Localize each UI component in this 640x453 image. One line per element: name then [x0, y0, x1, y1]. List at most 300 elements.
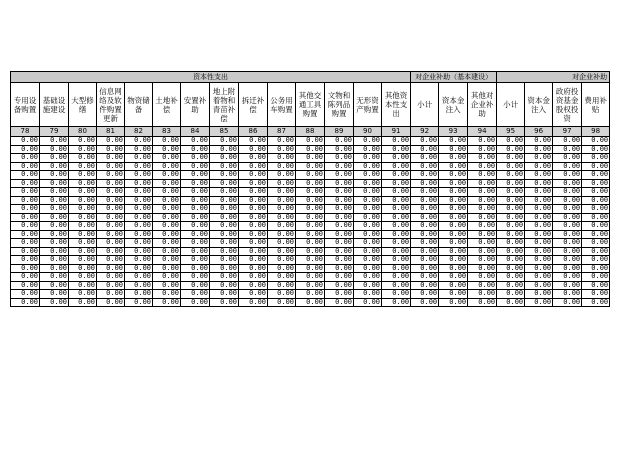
table-cell: 0.00 — [97, 281, 125, 290]
table-cell: 0.00 — [468, 264, 497, 273]
table-row — [11, 137, 610, 146]
table-cell: 0.00 — [40, 188, 69, 197]
table-cell: 0.00 — [382, 298, 411, 307]
table-cell: 0.00 — [11, 154, 40, 163]
column-header: 小计 — [411, 83, 439, 127]
table-cell: 0.00 — [181, 273, 210, 282]
column-header: 公务用车购置 — [268, 83, 296, 127]
column-number: 80 — [69, 127, 97, 137]
table-cell: 0.00 — [125, 162, 153, 171]
table-cell: 0.00 — [553, 256, 582, 265]
table-cell: 0.00 — [153, 290, 181, 299]
table-cell: 0.00 — [468, 196, 497, 205]
table-cell: 0.00 — [210, 145, 239, 154]
table-cell: 0.00 — [239, 205, 268, 214]
table-cell: 0.00 — [354, 273, 382, 282]
table-cell: 0.00 — [525, 239, 553, 248]
table-cell: 0.00 — [468, 273, 497, 282]
table-cell: 0.00 — [525, 196, 553, 205]
table-cell: 0.00 — [582, 273, 610, 282]
table-cell: 0.00 — [411, 213, 439, 222]
table-cell: 0.00 — [411, 179, 439, 188]
table-cell: 0.00 — [582, 256, 610, 265]
table-cell: 0.00 — [325, 264, 354, 273]
table-cell: 0.00 — [497, 154, 525, 163]
table-cell: 0.00 — [354, 239, 382, 248]
table-cell: 0.00 — [181, 154, 210, 163]
table-cell: 0.00 — [382, 137, 411, 146]
table-row — [11, 230, 610, 239]
table-cell: 0.00 — [40, 222, 69, 231]
table-cell: 0.00 — [210, 281, 239, 290]
column-header: 资本金注入 — [525, 83, 553, 127]
table-row — [11, 273, 610, 282]
table-cell: 0.00 — [497, 162, 525, 171]
table-cell: 0.00 — [468, 205, 497, 214]
table-cell: 0.00 — [439, 247, 468, 256]
table-cell: 0.00 — [296, 230, 325, 239]
table-cell: 0.00 — [69, 256, 97, 265]
table-cell: 0.00 — [125, 171, 153, 180]
table-cell: 0.00 — [553, 196, 582, 205]
table-cell: 0.00 — [153, 264, 181, 273]
table-cell: 0.00 — [468, 213, 497, 222]
table-cell: 0.00 — [439, 179, 468, 188]
table-cell: 0.00 — [97, 298, 125, 307]
table-cell: 0.00 — [468, 281, 497, 290]
column-number: 94 — [468, 127, 497, 137]
table-row — [11, 179, 610, 188]
table-cell: 0.00 — [268, 145, 296, 154]
table-cell: 0.00 — [11, 290, 40, 299]
table-cell: 0.00 — [97, 196, 125, 205]
column-header: 安置补助 — [181, 83, 210, 127]
table-cell: 0.00 — [553, 273, 582, 282]
table-cell: 0.00 — [497, 256, 525, 265]
table-cell: 0.00 — [553, 137, 582, 146]
table-cell: 0.00 — [582, 247, 610, 256]
column-number: 89 — [325, 127, 354, 137]
table-cell: 0.00 — [97, 162, 125, 171]
table-cell: 0.00 — [296, 137, 325, 146]
table-cell: 0.00 — [468, 154, 497, 163]
table-row — [11, 264, 610, 273]
table-cell: 0.00 — [354, 188, 382, 197]
table-cell: 0.00 — [268, 196, 296, 205]
table-cell: 0.00 — [210, 154, 239, 163]
table-cell: 0.00 — [239, 145, 268, 154]
table-cell: 0.00 — [40, 298, 69, 307]
table-row — [11, 188, 610, 197]
table-cell: 0.00 — [497, 188, 525, 197]
table-cell: 0.00 — [210, 179, 239, 188]
table-cell: 0.00 — [382, 273, 411, 282]
column-header: 文物和陈列品购置 — [325, 83, 354, 127]
table-cell: 0.00 — [153, 205, 181, 214]
table-cell: 0.00 — [11, 264, 40, 273]
table-cell: 0.00 — [296, 239, 325, 248]
table-cell: 0.00 — [382, 154, 411, 163]
table-cell: 0.00 — [268, 222, 296, 231]
table-cell: 0.00 — [439, 298, 468, 307]
column-number: 86 — [239, 127, 268, 137]
table-cell: 0.00 — [153, 188, 181, 197]
table-cell: 0.00 — [354, 137, 382, 146]
table-cell: 0.00 — [210, 213, 239, 222]
table-cell: 0.00 — [239, 239, 268, 248]
table-cell: 0.00 — [439, 171, 468, 180]
table-cell: 0.00 — [382, 247, 411, 256]
table-cell: 0.00 — [181, 298, 210, 307]
table-row — [11, 196, 610, 205]
table-cell: 0.00 — [296, 273, 325, 282]
table-cell: 0.00 — [497, 230, 525, 239]
table-cell: 0.00 — [153, 179, 181, 188]
table-cell: 0.00 — [439, 213, 468, 222]
table-row — [11, 154, 610, 163]
table-cell: 0.00 — [97, 239, 125, 248]
table-cell: 0.00 — [382, 179, 411, 188]
table-cell: 0.00 — [97, 264, 125, 273]
table-cell: 0.00 — [97, 188, 125, 197]
table-cell: 0.00 — [525, 213, 553, 222]
table-cell: 0.00 — [582, 188, 610, 197]
table-cell: 0.00 — [268, 256, 296, 265]
table-cell: 0.00 — [325, 154, 354, 163]
table-cell: 0.00 — [97, 273, 125, 282]
table-cell: 0.00 — [239, 188, 268, 197]
table-cell: 0.00 — [11, 256, 40, 265]
table-cell: 0.00 — [439, 230, 468, 239]
table-cell: 0.00 — [210, 290, 239, 299]
table-cell: 0.00 — [40, 196, 69, 205]
table-cell: 0.00 — [468, 230, 497, 239]
column-header: 拆迁补偿 — [239, 83, 268, 127]
table-cell: 0.00 — [181, 196, 210, 205]
table-cell: 0.00 — [325, 188, 354, 197]
column-header: 物资储备 — [125, 83, 153, 127]
table-cell: 0.00 — [40, 137, 69, 146]
table-cell: 0.00 — [181, 281, 210, 290]
table-cell: 0.00 — [382, 230, 411, 239]
table-cell: 0.00 — [296, 145, 325, 154]
table-cell: 0.00 — [239, 256, 268, 265]
table-row — [11, 298, 610, 307]
column-header: 大型修缮 — [69, 83, 97, 127]
table-cell: 0.00 — [325, 281, 354, 290]
table-cell: 0.00 — [239, 213, 268, 222]
table-cell: 0.00 — [354, 171, 382, 180]
table-cell: 0.00 — [439, 137, 468, 146]
table-cell: 0.00 — [239, 298, 268, 307]
table-cell: 0.00 — [382, 188, 411, 197]
table-cell: 0.00 — [382, 213, 411, 222]
table-cell: 0.00 — [181, 222, 210, 231]
table-cell: 0.00 — [181, 213, 210, 222]
table-cell: 0.00 — [553, 145, 582, 154]
column-number: 88 — [296, 127, 325, 137]
table-cell: 0.00 — [468, 247, 497, 256]
table-cell: 0.00 — [40, 247, 69, 256]
table-cell: 0.00 — [439, 205, 468, 214]
table-cell: 0.00 — [439, 264, 468, 273]
table-cell: 0.00 — [382, 162, 411, 171]
table-cell: 0.00 — [239, 137, 268, 146]
table-cell: 0.00 — [11, 222, 40, 231]
table-cell: 0.00 — [325, 239, 354, 248]
table-cell: 0.00 — [296, 154, 325, 163]
table-cell: 0.00 — [181, 145, 210, 154]
table-cell: 0.00 — [239, 154, 268, 163]
table-cell: 0.00 — [525, 179, 553, 188]
table-cell: 0.00 — [40, 205, 69, 214]
table-cell: 0.00 — [553, 154, 582, 163]
table-cell: 0.00 — [468, 171, 497, 180]
table-cell: 0.00 — [354, 298, 382, 307]
table-cell: 0.00 — [125, 239, 153, 248]
table-cell: 0.00 — [210, 196, 239, 205]
table-cell: 0.00 — [97, 230, 125, 239]
table-cell: 0.00 — [69, 222, 97, 231]
table-cell: 0.00 — [97, 205, 125, 214]
table-cell: 0.00 — [468, 290, 497, 299]
table-cell: 0.00 — [468, 145, 497, 154]
table-cell: 0.00 — [125, 273, 153, 282]
table-cell: 0.00 — [525, 264, 553, 273]
table-cell: 0.00 — [268, 171, 296, 180]
table-cell: 0.00 — [11, 145, 40, 154]
table-cell: 0.00 — [125, 298, 153, 307]
table-cell: 0.00 — [354, 290, 382, 299]
table-cell: 0.00 — [382, 205, 411, 214]
table-cell: 0.00 — [382, 145, 411, 154]
table-cell: 0.00 — [153, 230, 181, 239]
column-number: 98 — [582, 127, 610, 137]
table-cell: 0.00 — [325, 298, 354, 307]
table-cell: 0.00 — [125, 222, 153, 231]
table-cell: 0.00 — [439, 162, 468, 171]
table-cell: 0.00 — [239, 222, 268, 231]
table-cell: 0.00 — [11, 171, 40, 180]
column-number: 92 — [411, 127, 439, 137]
table-row — [11, 239, 610, 248]
table-cell: 0.00 — [11, 196, 40, 205]
table-cell: 0.00 — [239, 179, 268, 188]
table-row — [11, 171, 610, 180]
table-cell: 0.00 — [582, 230, 610, 239]
table-cell: 0.00 — [69, 145, 97, 154]
table-cell: 0.00 — [553, 281, 582, 290]
table-cell: 0.00 — [125, 264, 153, 273]
table-cell: 0.00 — [468, 256, 497, 265]
table-cell: 0.00 — [497, 281, 525, 290]
table-cell: 0.00 — [582, 222, 610, 231]
column-header: 其他对企业补助 — [468, 83, 497, 127]
table-cell: 0.00 — [268, 273, 296, 282]
table-cell: 0.00 — [582, 290, 610, 299]
table-cell: 0.00 — [553, 239, 582, 248]
table-cell: 0.00 — [153, 171, 181, 180]
table-cell: 0.00 — [69, 154, 97, 163]
column-header: 资本金注入 — [439, 83, 468, 127]
table-cell: 0.00 — [296, 213, 325, 222]
table-cell: 0.00 — [582, 171, 610, 180]
table-cell: 0.00 — [69, 264, 97, 273]
table-cell: 0.00 — [553, 230, 582, 239]
table-cell: 0.00 — [210, 171, 239, 180]
table-cell: 0.00 — [239, 196, 268, 205]
table-cell: 0.00 — [181, 171, 210, 180]
table-cell: 0.00 — [354, 281, 382, 290]
table-cell: 0.00 — [40, 230, 69, 239]
column-header: 无形资产购置 — [354, 83, 382, 127]
table-cell: 0.00 — [125, 145, 153, 154]
table-cell: 0.00 — [97, 179, 125, 188]
table-cell: 0.00 — [125, 196, 153, 205]
column-header: 地上附着物和青苗补偿 — [210, 83, 239, 127]
column-header: 其他交通工具购置 — [296, 83, 325, 127]
table-cell: 0.00 — [69, 230, 97, 239]
table-cell: 0.00 — [97, 290, 125, 299]
column-number: 84 — [181, 127, 210, 137]
table-cell: 0.00 — [411, 273, 439, 282]
table-cell: 0.00 — [325, 290, 354, 299]
table-cell: 0.00 — [11, 188, 40, 197]
table-cell: 0.00 — [439, 281, 468, 290]
table-cell: 0.00 — [239, 162, 268, 171]
table-cell: 0.00 — [210, 222, 239, 231]
table-cell: 0.00 — [268, 205, 296, 214]
table-cell: 0.00 — [153, 247, 181, 256]
table-cell: 0.00 — [325, 137, 354, 146]
table-cell: 0.00 — [268, 154, 296, 163]
table-cell: 0.00 — [210, 256, 239, 265]
table-cell: 0.00 — [210, 298, 239, 307]
table-cell: 0.00 — [411, 222, 439, 231]
table-cell: 0.00 — [439, 196, 468, 205]
table-cell: 0.00 — [210, 239, 239, 248]
table-cell: 0.00 — [11, 298, 40, 307]
table-cell: 0.00 — [525, 145, 553, 154]
table-cell: 0.00 — [181, 290, 210, 299]
table-cell: 0.00 — [296, 162, 325, 171]
table-row — [11, 290, 610, 299]
table-cell: 0.00 — [553, 188, 582, 197]
table-cell: 0.00 — [239, 230, 268, 239]
column-header: 土地补偿 — [153, 83, 181, 127]
table-cell: 0.00 — [354, 264, 382, 273]
table-cell: 0.00 — [268, 247, 296, 256]
table-row — [11, 162, 610, 171]
table-cell: 0.00 — [40, 264, 69, 273]
table-cell: 0.00 — [439, 145, 468, 154]
table-cell: 0.00 — [40, 179, 69, 188]
table-cell: 0.00 — [11, 213, 40, 222]
table-cell: 0.00 — [354, 247, 382, 256]
table-cell: 0.00 — [69, 162, 97, 171]
table-cell: 0.00 — [411, 264, 439, 273]
table-cell: 0.00 — [525, 222, 553, 231]
table-cell: 0.00 — [181, 137, 210, 146]
column-number: 78 — [11, 127, 40, 137]
table-cell: 0.00 — [69, 281, 97, 290]
table-cell: 0.00 — [11, 230, 40, 239]
column-number-row — [11, 127, 610, 137]
header-band — [11, 72, 610, 83]
table-cell: 0.00 — [97, 247, 125, 256]
table-cell: 0.00 — [553, 171, 582, 180]
table-cell: 0.00 — [296, 196, 325, 205]
table-cell: 0.00 — [411, 171, 439, 180]
table-cell: 0.00 — [296, 281, 325, 290]
table-cell: 0.00 — [40, 256, 69, 265]
table-cell: 0.00 — [439, 154, 468, 163]
column-header: 专用设备购置 — [11, 83, 40, 127]
table-cell: 0.00 — [354, 196, 382, 205]
table-cell: 0.00 — [11, 281, 40, 290]
table-cell: 0.00 — [354, 179, 382, 188]
table-cell: 0.00 — [325, 222, 354, 231]
table-cell: 0.00 — [468, 239, 497, 248]
budget-table — [10, 71, 610, 307]
table-cell: 0.00 — [411, 145, 439, 154]
band-capital-expenditure: 资本性支出 — [11, 72, 411, 83]
table-cell: 0.00 — [325, 162, 354, 171]
table-cell: 0.00 — [125, 290, 153, 299]
table-cell: 0.00 — [268, 281, 296, 290]
table-cell: 0.00 — [69, 188, 97, 197]
table-cell: 0.00 — [296, 256, 325, 265]
table-cell: 0.00 — [553, 264, 582, 273]
table-cell: 0.00 — [40, 145, 69, 154]
table-cell: 0.00 — [69, 137, 97, 146]
table-cell: 0.00 — [153, 162, 181, 171]
table-cell: 0.00 — [97, 154, 125, 163]
table-cell: 0.00 — [525, 137, 553, 146]
table-cell: 0.00 — [125, 256, 153, 265]
table-cell: 0.00 — [411, 256, 439, 265]
column-header-row — [11, 83, 610, 127]
table-cell: 0.00 — [411, 247, 439, 256]
table-row — [11, 205, 610, 214]
table-cell: 0.00 — [468, 162, 497, 171]
table-cell: 0.00 — [11, 179, 40, 188]
column-number: 81 — [97, 127, 125, 137]
column-number: 97 — [553, 127, 582, 137]
table-cell: 0.00 — [69, 179, 97, 188]
table-cell: 0.00 — [325, 213, 354, 222]
table-cell: 0.00 — [239, 171, 268, 180]
table-cell: 0.00 — [97, 213, 125, 222]
table-cell: 0.00 — [525, 298, 553, 307]
table-cell: 0.00 — [439, 239, 468, 248]
band-enterprise-subsidy-capital: 对企业补助（基本建设） — [411, 72, 497, 83]
table-cell: 0.00 — [97, 137, 125, 146]
table-cell: 0.00 — [497, 137, 525, 146]
table-cell: 0.00 — [582, 162, 610, 171]
table-cell: 0.00 — [268, 188, 296, 197]
table-cell: 0.00 — [582, 213, 610, 222]
table-cell: 0.00 — [468, 188, 497, 197]
table-cell: 0.00 — [210, 162, 239, 171]
table-cell: 0.00 — [181, 247, 210, 256]
table-cell: 0.00 — [582, 264, 610, 273]
table-row — [11, 247, 610, 256]
table-cell: 0.00 — [325, 196, 354, 205]
table-cell: 0.00 — [268, 230, 296, 239]
table-cell: 0.00 — [210, 205, 239, 214]
table-cell: 0.00 — [296, 264, 325, 273]
